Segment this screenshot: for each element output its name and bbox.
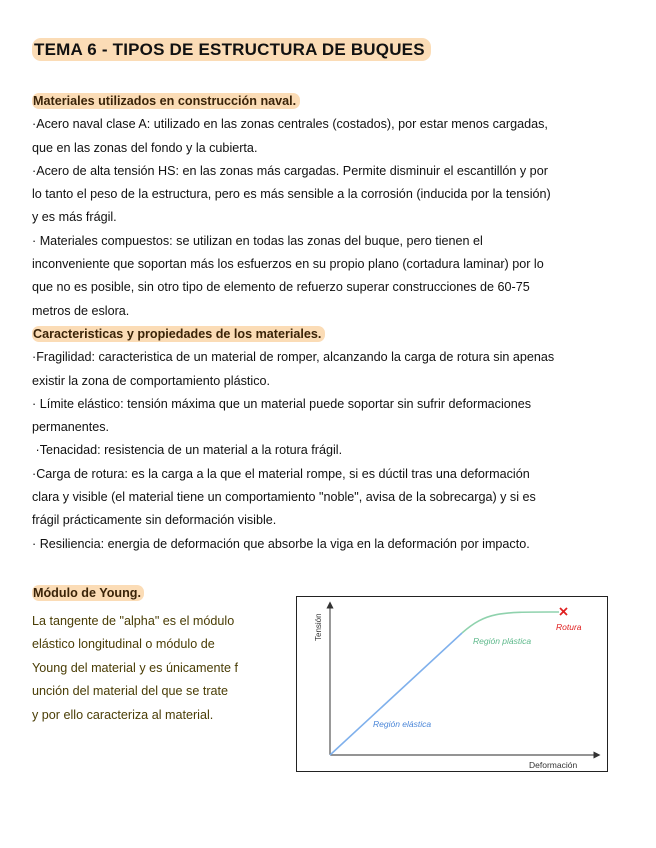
text-line: ·Acero de alta tensión HS: en las zonas más cargadas. Permite disminuir el escantillón y por — [32, 163, 548, 178]
chart-svg — [297, 597, 609, 773]
text-line: lo tanto el peso de la estructura, pero es más sensible a la corrosión (inducida por la tensión) — [32, 187, 551, 202]
rupture-x-icon — [560, 608, 567, 615]
text-line: que en las zonas del fondo y la cubierta. — [32, 140, 258, 155]
text-line: frágil prácticamente sin deformación visible. — [32, 513, 277, 528]
text-line: inconveniente que soportan más los esfuerzos en su propio plano (cortadura laminar) por lo — [32, 257, 544, 272]
y-axis-label: Tensión — [314, 613, 323, 641]
section-heading-properties: Caracteristicas y propiedades de los materiales. — [32, 323, 622, 346]
text-line: elástico longitudinal o módulo de — [32, 637, 215, 652]
plastic-curve — [462, 612, 559, 633]
section-heading-young: Módulo de Young. — [32, 586, 144, 600]
main-text — [32, 90, 622, 556]
text-line: · Resiliencia: energia de deformación que absorbe la viga en la deformación por impacto. — [32, 536, 530, 551]
text-line: Young del material y es únicamente f — [32, 660, 239, 675]
text-line: ·Carga de rotura: es la carga a la que el material rompe, si es dúctil tras una deformación — [32, 466, 530, 481]
plastic-region-label: Región plástica — [473, 636, 532, 646]
text-line: ·Fragilidad: caracteristica de un material de romper, alcanzando la carga de rotura sin apenas — [32, 350, 555, 365]
elastic-region-label: Región elástica — [373, 719, 432, 729]
text-line: · Materiales compuestos: se utilizan en todas las zonas del buque, pero tienen el — [32, 233, 483, 248]
x-axis-label: Deformación — [529, 760, 578, 770]
text-line: clara y visible (el material tiene un comportamiento "noble", avisa de la sobrecarga) y si es — [32, 490, 536, 505]
page-title — [32, 40, 431, 60]
text-line: La tangente de "alpha" es el módulo — [32, 614, 235, 628]
text-line: unción del material del que se trate — [32, 684, 229, 699]
section-heading-materials: Materiales utilizados en construcción naval. — [32, 90, 622, 113]
elastic-curve — [330, 633, 462, 755]
text-line: y por ello caracteriza al material. — [32, 707, 214, 722]
text-line: existir la zona de comportamiento plástico. — [32, 373, 270, 388]
text-line: ·Acero naval clase A: utilizado en las zonas centrales (costados), por estar menos cargadas, — [32, 117, 548, 132]
text-line: permanentes. — [32, 420, 110, 435]
young-text — [32, 610, 272, 727]
text-line: metros de eslora. — [32, 303, 130, 318]
text-line: ·Tenacidad: resistencia de un material a la rotura frágil. — [32, 443, 343, 458]
stress-strain-chart — [296, 596, 608, 772]
rupture-label: Rotura — [556, 622, 582, 632]
text-line: y es más frágil. — [32, 210, 117, 225]
text-line: que no es posible, sin otro tipo de elemento de refuerzo superar construcciones de 60-75 — [32, 280, 530, 295]
page-title-text: TEMA 6 - TIPOS DE ESTRUCTURA DE BUQUES — [32, 38, 431, 61]
text-line: · Límite elástico: tensión máxima que un material puede soportar sin sufrir deformaciones — [32, 396, 532, 411]
